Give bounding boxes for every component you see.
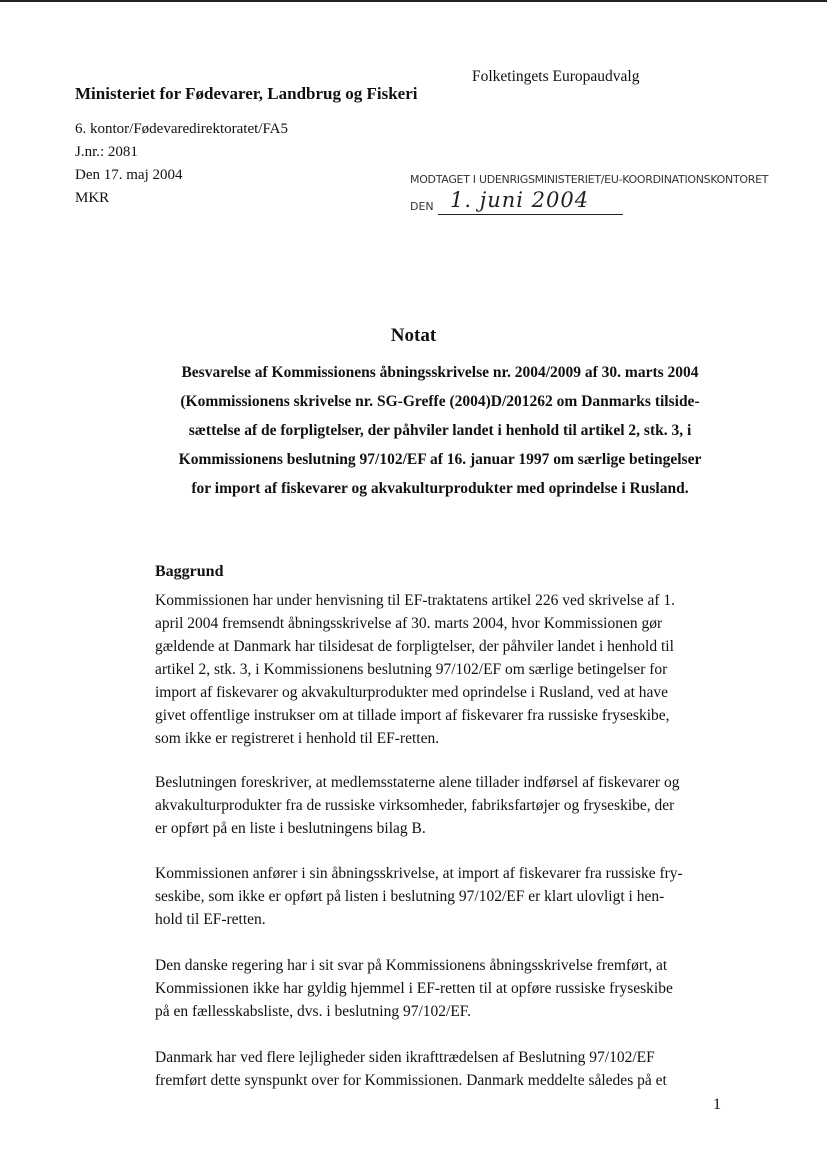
text-line: akvakulturprodukter fra de russiske virksomheder, fabriksfartøjer og fryseskibe, der — [155, 797, 675, 814]
paragraph — [155, 589, 735, 750]
subject-line: sættelse af de forpligtelser, der påhviler landet i henhold til artikel 2, stk. 3, i — [188, 422, 692, 439]
text-line: hold til EF-retten. — [155, 911, 266, 928]
text-line: er opført på en liste i beslutningens bilag B. — [155, 820, 426, 837]
document-title: Notat — [390, 325, 437, 346]
subject-block — [145, 358, 735, 503]
text-line: Den danske regering har i sit svar på Kommissionens åbningsskrivelse fremført, at — [155, 957, 668, 974]
received-stamp-text: MODTAGET I UDENRIGSMINISTERIET/EU-KOORDINATIONSKONTORET — [410, 173, 769, 186]
subject-line: for import af fiskevarer og akvakulturprodukter med oprindelse i Rusland. — [191, 480, 689, 497]
stamp-den-label: DEN — [410, 200, 434, 213]
text-line: april 2004 fremsendt åbningsskrivelse af 30. marts 2004, hvor Kommissionen gør — [155, 615, 663, 632]
text-line: Kommissionen har under henvisning til EF-traktatens artikel 226 ved skrivelse af 1. — [155, 592, 675, 609]
subject-line: (Kommissionens skrivelse nr. SG-Greffe (2004)D/201262 om Danmarks tilside- — [180, 393, 700, 410]
text-line: import af fiskevarer og akvakulturprodukter med oprindelse i Rusland, ved at have — [155, 684, 669, 701]
subject-line: Kommissionens beslutning 97/102/EF af 16. januar 1997 om særlige betingelser — [178, 451, 702, 468]
text-line: fremført dette synspunkt over for Kommissionen. Danmark meddelte således på et — [155, 1072, 667, 1089]
paragraph — [155, 771, 735, 840]
stamp-date-line — [438, 214, 623, 215]
ministry-name: Ministeriet for Fødevarer, Landbrug og Fiskeri — [75, 84, 418, 103]
stamp-handwritten-date: 1. juni 2004 — [450, 188, 590, 212]
text-line: som ikke er registreret i henhold til EF-retten. — [155, 730, 440, 747]
reference-block — [75, 118, 288, 210]
paragraph — [155, 862, 735, 931]
text-line: gældende at Danmark har tilsidesat de forpligtelser, der påhviler landet i henhold til — [155, 638, 674, 655]
journal-number: J.nr.: 2081 — [75, 144, 138, 160]
section-heading: Baggrund — [155, 563, 224, 580]
paragraph — [155, 954, 735, 1023]
text-line: seskibe, som ikke er opført på listen i beslutning 97/102/EF er klart ulovligt i hen- — [155, 888, 665, 905]
text-line: givet offentlige instrukser om at tillade import af fiskevarer fra russiske fryseskibe, — [155, 707, 670, 724]
top-edge-line — [0, 0, 827, 2]
office-line: 6. kontor/Fødevaredirektoratet/FA5 — [75, 121, 289, 137]
text-line: Kommissionen anfører i sin åbningsskrivelse, at import af fiskevarer fra russiske fry- — [155, 865, 683, 882]
recipient: Folketingets Europaudvalg — [472, 68, 640, 85]
text-line: Beslutningen foreskriver, at medlemsstaterne alene tillader indførsel af fiskevarer og — [155, 774, 680, 791]
text-line: artikel 2, stk. 3, i Kommissionens beslutning 97/102/EF om særlige betingelser for — [155, 661, 668, 678]
paragraph — [155, 1046, 735, 1092]
text-line: på en fællesskabsliste, dvs. i beslutning 97/102/EF. — [155, 1003, 472, 1020]
text-line: Danmark har ved flere lejligheder siden ikrafttrædelsen af Beslutning 97/102/EF — [155, 1049, 655, 1066]
subject-line: Besvarelse af Kommissionens åbningsskrivelse nr. 2004/2009 af 30. marts 2004 — [181, 364, 699, 381]
author-initials: MKR — [75, 190, 110, 206]
page-number: 1 — [713, 1096, 721, 1113]
document-date: Den 17. maj 2004 — [75, 167, 183, 183]
text-line: Kommissionen ikke har gyldig hjemmel i EF-retten til at opføre russiske fryseskibe — [155, 980, 673, 997]
